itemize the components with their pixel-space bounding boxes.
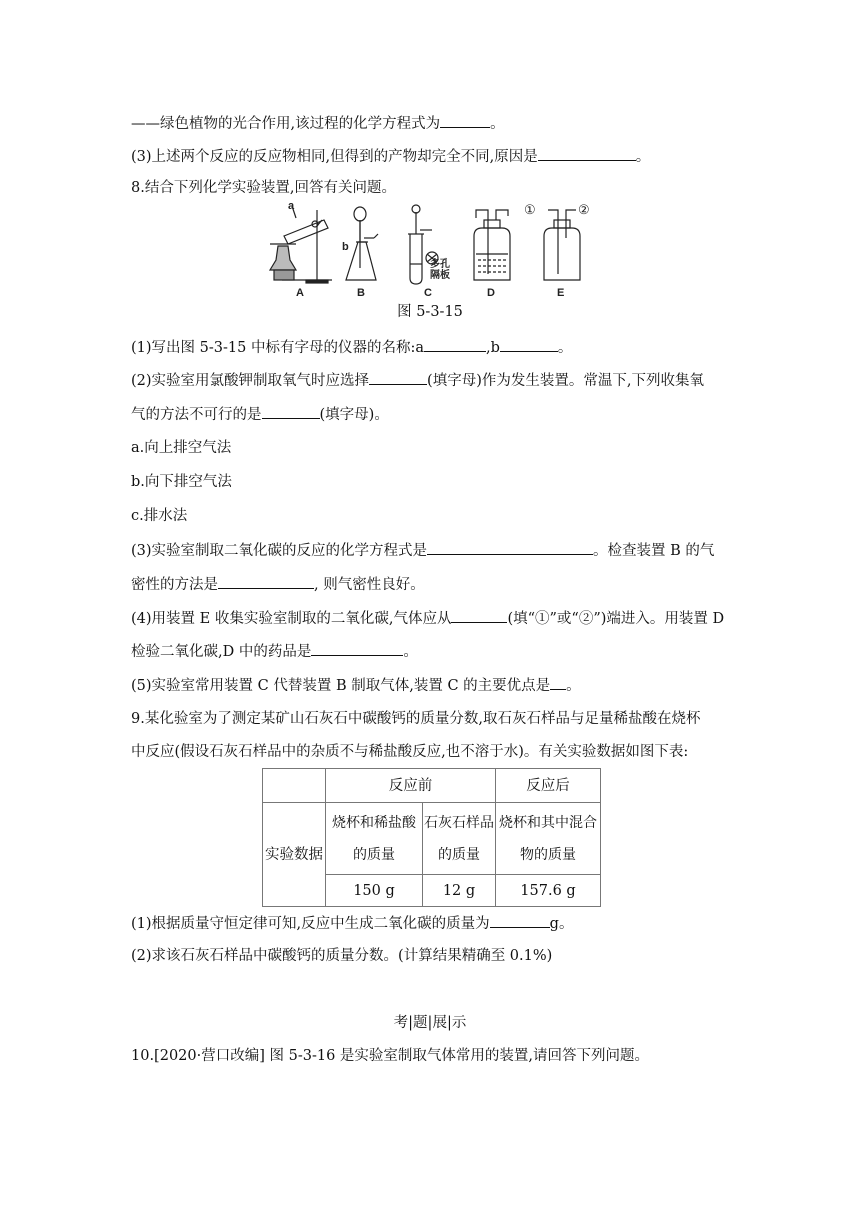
label-a: a	[288, 200, 295, 212]
table-col-header	[496, 803, 601, 875]
port-2-label: ②	[578, 203, 590, 218]
port-1-label: ①	[524, 203, 536, 218]
line-text: (2)实验室用氯酸钾制取氧气时应选择	[131, 373, 370, 389]
line-text: 。	[635, 149, 651, 165]
text-line	[131, 574, 425, 595]
text-line	[131, 675, 581, 696]
line-text: (填字母)作为发生装置。常温下,下列收集氧	[427, 373, 704, 389]
experiment-data-table	[262, 768, 601, 907]
line-text: (填字母)。	[319, 407, 389, 423]
line-text: (3)上述两个反应的反应物相同,但得到的产物却完全不同,原因是	[131, 149, 538, 165]
table-cell: 12 g	[423, 875, 496, 907]
line-text: , 则气密性良好。	[314, 577, 425, 593]
line-text: 检验二氧化碳,D 中的药品是	[131, 644, 312, 660]
option-b: b.向下排空气法	[131, 474, 232, 490]
apparatus-a	[270, 200, 332, 283]
line-text: 密性的方法是	[131, 577, 218, 593]
line-text: (填“①”或“②”)端进入。用装置 D	[507, 611, 725, 627]
porous-plate-label: 多孔	[430, 259, 450, 270]
label-D: D	[487, 287, 495, 299]
text-line	[131, 404, 389, 425]
answer-blank[interactable]	[427, 540, 593, 555]
label-b: b	[342, 241, 349, 253]
answer-blank[interactable]	[451, 608, 507, 623]
text-line	[131, 146, 650, 167]
table-header-before: 反应前	[326, 769, 496, 803]
line-text: 。	[490, 116, 505, 132]
answer-blank[interactable]	[440, 113, 490, 128]
apparatus-figure	[262, 198, 602, 308]
label-A: A	[296, 287, 304, 299]
text-line	[131, 608, 724, 629]
question-9-part-2: (2)求该石灰石样品中碳酸钙的质量分数。(计算结果精确至 0.1%)	[131, 948, 553, 964]
line-text: (3)实验室制取二氧化碳的反应的化学方程式是	[131, 543, 428, 559]
table-corner	[263, 769, 326, 803]
line-text: 。	[403, 644, 418, 660]
figure-caption: 图 5-3-15	[397, 304, 463, 320]
data-table-wrap	[262, 768, 601, 907]
answer-blank[interactable]	[424, 337, 486, 352]
line-text: 。检查装置 B 的气	[593, 543, 715, 559]
option-a: a.向上排空气法	[131, 440, 232, 456]
section-title: 考|题|展|示	[393, 1015, 467, 1031]
question-9-text: 9.某化验室为了测定某矿山石灰石中碳酸钙的质量分数,取石灰石样品与足量稀盐酸在烧杯	[131, 711, 701, 727]
table-col-header-line: 的质量	[438, 846, 480, 863]
table-col-header-line: 的质量	[353, 846, 395, 863]
line-text: 气的方法不可行的是	[131, 407, 262, 423]
answer-blank[interactable]	[218, 574, 314, 589]
text-line	[131, 113, 505, 134]
table-col-header-line: 烧杯和其中混合	[499, 814, 597, 831]
apparatus-d	[474, 210, 510, 280]
table-col-header-line: 烧杯和稀盐酸	[332, 814, 416, 831]
line-text: (1)写出图 5-3-15 中标有字母的仪器的名称:a	[131, 340, 424, 356]
table-col-header	[423, 803, 496, 875]
answer-blank[interactable]	[550, 675, 566, 690]
answer-blank[interactable]	[538, 146, 636, 161]
label-C: C	[424, 287, 432, 299]
answer-blank[interactable]	[500, 337, 558, 352]
line-text: ——绿色植物的光合作用,该过程的化学方程式为	[131, 116, 441, 132]
label-B: B	[357, 287, 365, 299]
line-text: g。	[549, 916, 574, 932]
option-c: c.排水法	[131, 508, 188, 524]
text-line	[131, 641, 418, 662]
line-text: ,b	[486, 340, 500, 356]
answer-blank[interactable]	[490, 913, 550, 928]
table-row-label: 实验数据	[263, 803, 326, 907]
line-text: (4)用装置 E 收集实验室制取的二氧化碳,气体应从	[131, 611, 452, 627]
table-col-header-line: 石灰石样品	[424, 814, 494, 831]
text-line	[131, 540, 714, 561]
porous-plate-label: 隔板	[430, 270, 450, 281]
question-10-text: 10.[2020·营口改编] 图 5-3-16 是实验室制取气体常用的装置,请回答下列问题。	[131, 1048, 650, 1064]
text-line	[131, 370, 704, 391]
answer-blank[interactable]	[369, 370, 427, 385]
question-9-text: 中反应(假设石灰石样品中的杂质不与稀盐酸反应,也不溶于水)。有关实验数据如图下表:	[131, 744, 689, 760]
answer-blank[interactable]	[311, 641, 403, 656]
table-col-header	[326, 803, 423, 875]
table-col-header-line: 物的质量	[520, 846, 576, 863]
table-header-after: 反应后	[496, 769, 601, 803]
text-line	[131, 337, 572, 358]
line-text: (5)实验室常用装置 C 代替装置 B 制取气体,装置 C 的主要优点是	[131, 678, 551, 694]
answer-blank[interactable]	[262, 404, 320, 419]
table-cell: 150 g	[326, 875, 423, 907]
label-E: E	[557, 287, 565, 299]
line-text: 。	[557, 340, 573, 356]
line-text: 。	[566, 678, 581, 694]
apparatus-c	[408, 205, 450, 284]
text-line	[131, 913, 573, 934]
question-8-intro: 8.结合下列化学实验装置,回答有关问题。	[131, 180, 396, 196]
apparatus-b	[342, 207, 378, 280]
line-text: (1)根据质量守恒定律可知,反应中生成二氧化碳的质量为	[131, 916, 490, 932]
table-cell: 157.6 g	[496, 875, 601, 907]
apparatus-e	[524, 203, 590, 280]
